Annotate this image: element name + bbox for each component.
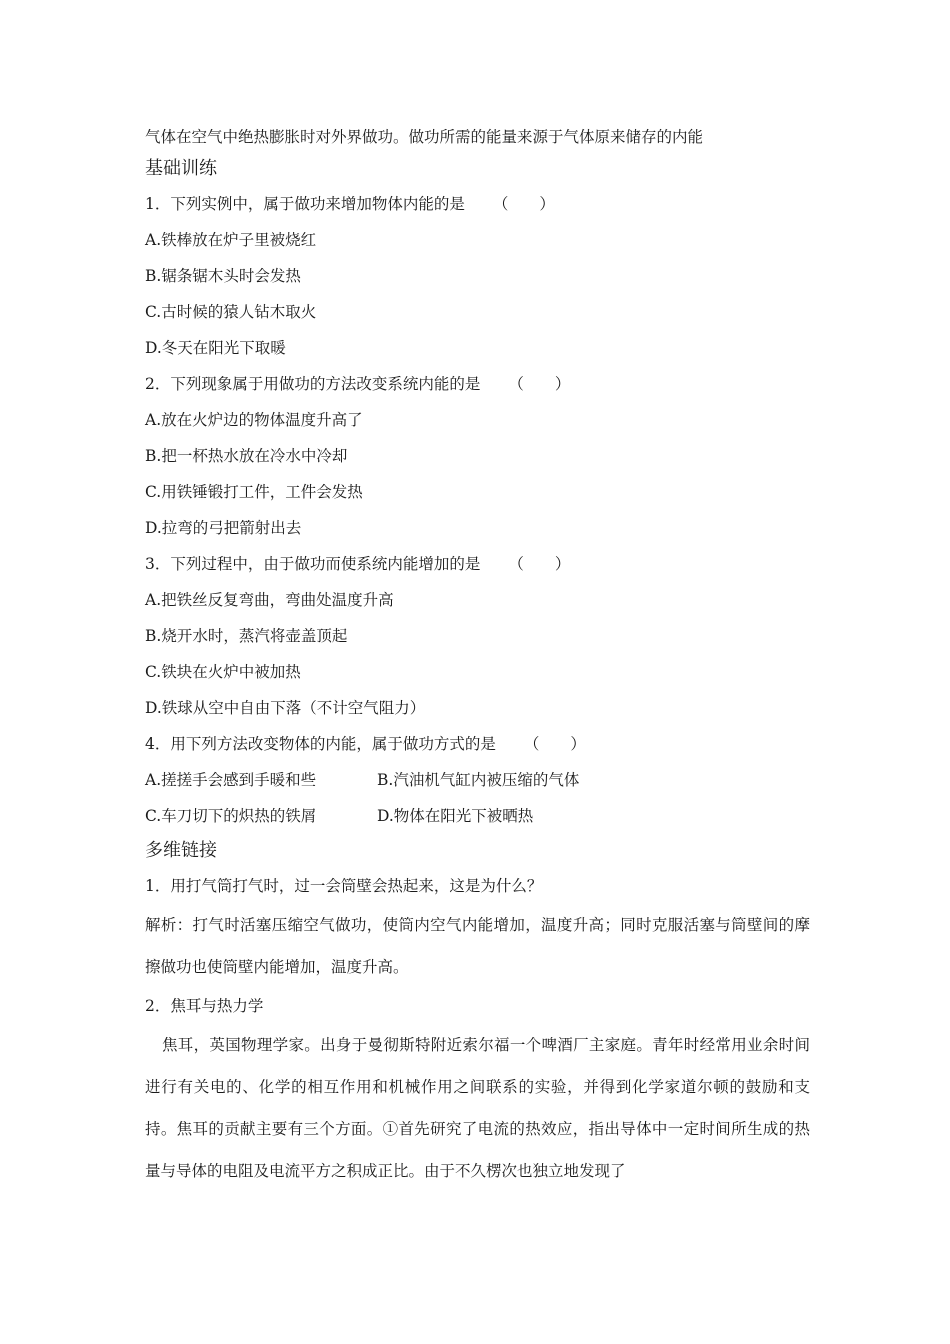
question-1-option-c: C.古时候的猿人钻木取火 [145,303,317,321]
link-2-title: 2．焦耳与热力学 [145,997,264,1015]
question-2-option-a: A.放在火炉边的物体温度升高了 [145,411,363,429]
question-1-option-a: A.铁棒放在炉子里被烧红 [145,231,317,249]
question-3-option-d: D.铁球从空中自由下落（不计空气阻力） [145,699,426,717]
answer-blank: （ ） [492,195,555,213]
question-1-option-d: D.冬天在阳光下取暖 [145,339,286,357]
question-2-stem: 2．下列现象属于用做功的方法改变系统内能的是 （ ） [145,375,571,393]
question-4-stem: 4．用下列方法改变物体的内能，属于做功方式的是 （ ） [145,735,586,753]
question-4-options-row-2 [145,798,810,834]
question-4-option-a: A.搓搓手会感到手暖和些 [145,771,317,789]
section-heading-basic-training: 基础训练 [145,158,217,179]
question-3-option-b: B.烧开水时，蒸汽将壶盖顶起 [145,627,348,645]
question-4-option-c: C.车刀切下的炽热的铁屑 [145,807,317,825]
question-3-option-c: C.铁块在火炉中被加热 [145,663,301,681]
question-2-option-b: B.把一杯热水放在冷水中冷却 [145,447,348,465]
answer-blank: （ ） [508,555,571,573]
link-2-paragraph: 焦耳，英国物理学家。出身于曼彻斯特附近索尔福一个啤酒厂主家庭。青年时经常用业余时间进行有关电的、化学的相互作用和机械作用之间联系的实验，并得到化学家道尔顿的鼓励和支持。焦耳的贡献主要有三个方面。①首先研究了电流的热效应，指出导体中一定时间所生成的热量与导体的电阻及电流平方之积成正比。由于不久楞次也独立地发现了 [145,1036,810,1180]
question-2-option-d: D.拉弯的弓把箭射出去 [145,519,302,537]
question-1-option-b: B.锯条锯木头时会发热 [145,267,301,285]
intro-text: 气体在空气中绝热膨胀时对外界做功。做功所需的能量来源于气体原来储存的内能 [145,128,704,146]
question-2-option-c: C.用铁锤锻打工件，工件会发热 [145,483,363,501]
question-3-option-a: A.把铁丝反复弯曲，弯曲处温度升高 [145,591,394,609]
section-heading-multi-links: 多维链接 [145,840,217,861]
link-1-analysis: 解析：打气时活塞压缩空气做功，使筒内空气内能增加，温度升高；同时克服活塞与筒壁间的摩擦做功也使筒壁内能增加，温度升高。 [145,916,810,976]
question-1-stem: 1．下列实例中，属于做功来增加物体内能的是 （ ） [145,195,555,213]
question-4-options-row-1 [145,762,810,798]
answer-blank: （ ） [508,375,571,393]
link-1-question: 1．用打气筒打气时，过一会筒壁会热起来，这是为什么？ [145,877,543,895]
answer-blank: （ ） [523,735,586,753]
question-4-option-b: B.汽油机气缸内被压缩的气体 [377,771,580,789]
question-4-option-d: D.物体在阳光下被晒热 [377,807,534,825]
question-3-stem: 3．下列过程中，由于做功而使系统内能增加的是 （ ） [145,555,571,573]
page-content [145,122,810,1192]
